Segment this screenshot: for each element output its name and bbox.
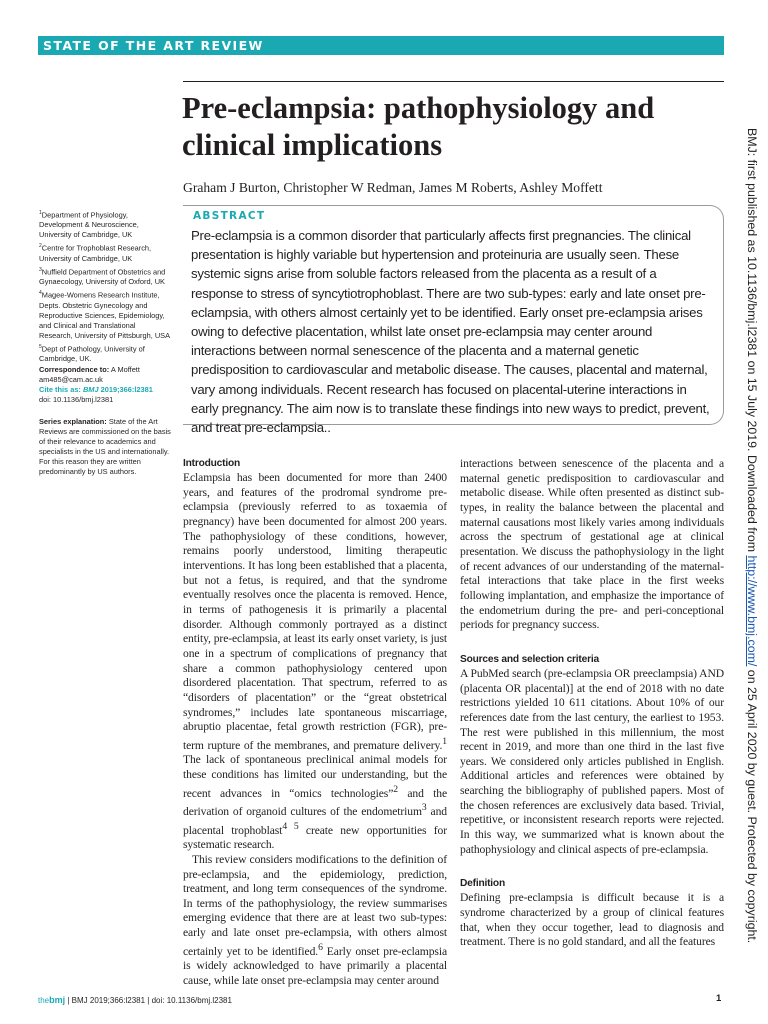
download-notice: BMJ: first published as 10.1136/bmj.l2381 on 15 July 2019. Downloaded from http://www.bmj.com/ on 25 April 2020 by guest. Protected by copyright. <box>745 128 759 944</box>
introduction-paragraph-2: This review considers modifications to the definition of pre-eclampsia, and the epidemiology, prediction, treatment, and long term consequences of the syndrome. In terms of the pathophysiology, the review summarises emerging evidence that there are at least two sub-types: early and late onset pre-eclampsia, with others almost certainly yet to be identified.$^6$ Early onset pre-eclampsia is widely acknowledged to have primarily a placental cause, while late onset pre-eclampsia may center around <box>183 852 447 987</box>
abstract-heading: ABSTRACT <box>193 210 266 222</box>
affiliation-2: $^2$Centre for Trophoblast Research, University of Cambridge, UK <box>39 243 152 263</box>
correspondence-email[interactable]: am485@cam.ac.uk <box>39 375 103 385</box>
introduction-paragraph-1: Eclampsia has been documented for more than 2400 years, and features of the prodromal syndrome pre-eclampsia (previously referred to as toxaemia of pregnancy) have been documented for almost 200 years. The pathophysiology of these conditions, however, remains poorly understood, limiting therapeutic interventions. It has long been established that a placenta, but not a fetus, is required, and that the syndrome eventually resolves once the placenta is removed. Hence, in terms of pathogenesis it is primarily a placental disorder. Although commonly portrayed as a distinct entity, pre-eclampsia, at least its early onset variety, is just one in a spectrum of complications of pregnancy that share a common pathophysiology centered upon disordered placentation. That spectrum, referred to as “disorders of placentation” or the “great obstetrical syndromes,” includes late spontaneous miscarriage, abruptio placentae, fetal growth restriction (FGR), pre-term rupture of the membranes, and premature delivery.$^1$ The lack of spontaneous preclinical animal models for these conditions has limited our understanding, but the recent advances in “omics technologies”$^2$ and the derivation of organoid cultures of the endometrium$^3$ and placental trophoblast$^{4 5}$ create new opportunities for systematic research. <box>183 471 447 852</box>
definition-paragraph: Defining pre-eclampsia is difficult because it is a syndrome characterized by a group of clinical features that, when they occur together, lead to diagnosis and treatment. There is no gold standard, and all the features <box>460 891 724 949</box>
footer-logo-the: the <box>38 996 50 1005</box>
cite-as: Cite this as: BMJ 2019;366:l2381 <box>39 385 153 395</box>
author-list: Graham J Burton, Christopher W Redman, James M Roberts, Ashley Moffett <box>183 180 603 195</box>
affiliation-1: $^1$Department of Physiology, Development & Neuroscience, University of Cambridge, UK <box>39 210 139 240</box>
article-sidebar <box>39 208 171 477</box>
article-title: Pre-eclampsia: pathophysiology and clinical implications <box>182 91 655 162</box>
page-footer <box>38 995 724 1005</box>
page-number: 1 <box>716 993 722 1004</box>
introduction-heading: Introduction <box>183 458 241 469</box>
series-explanation: Series explanation: State of the Art Reviews are commissioned on the basis of their relevance to academics and specialists in the US and internationally. For this reason they are written predominantly by US authors. <box>39 417 171 477</box>
abstract-text: Pre-eclampsia is a common disorder that particularly affects first pregnancies. The clinical presentation is highly variable but hypertension and proteinuria are usually seen. These systemic signs arise from soluble factors released from the placenta as a result of a response to stress of syncytiotrophoblast. There are two sub-types: early and late onset pre-eclampsia, with others almost certainly yet to be identified. Early onset pre-eclampsia arises owing to defective placentation, whilst late onset pre-eclampsia may center around interactions between normal senescence of the placenta and a maternal genetic predisposition to cardiovascular and metabolic disease. The causes, placental and maternal, vary among individuals. Recent research has focused on placental-uterine interactions in early pregnancy. The aim now is to translate these findings into new ways to predict, prevent, and treat pre-eclampsia.. <box>191 228 710 436</box>
body-column-right <box>460 457 724 950</box>
sources-heading: Sources and selection criteria <box>460 653 599 665</box>
correspondence-name: A Moffett <box>110 365 140 375</box>
definition-heading: Definition <box>460 878 505 890</box>
body-column-left <box>183 457 447 989</box>
footer-citation: | BMJ 2019;366:l2381 | doi: 10.1136/bmj.l2381 <box>65 996 232 1005</box>
doi-text: doi: 10.1136/bmj.l2381 <box>39 395 114 405</box>
section-banner: STATE OF THE ART REVIEW <box>38 36 724 55</box>
affiliation-5: $^5$Dept of Pathology, University of Cambridge, UK. <box>39 343 145 364</box>
introduction-paragraph-continued: interactions between senescence of the placenta and a maternal genetic predisposition to cardiovascular and metabolic disease. While often presented as distinct sub-types, in reality the balance between the placental and maternal causations most likely varies among individuals across the spectrum of gestational age at clinical presentation. We discuss the pathophysiology in the light of recent advances of our understanding of the maternal-fetal interactions that take place in the first weeks following implantation, and emphasize the importance of the endometrium during the pre- and peri-conceptional periods for pregnancy success. <box>460 457 724 632</box>
affiliation-3: $^3$Nuffield Department of Obstetrics and Gynaecology, University of Oxford, UK <box>39 266 166 287</box>
correspondence <box>39 365 171 375</box>
sources-paragraph: A PubMed search (pre-eclampsia OR preeclampsia) AND (placenta OR placental)] at the end of 2018 with no date restrictions yielded 10 611 citations. About 10% of our references date from the last century, the earliest to 1953. The rest were published in this millennium, the most recent in 2019, and more than one third in the last five years. We considered only articles published in English. Additional articles and references were obtained by searching the bibliography of published papers. Most of the chosen references are exclusively data based. Trivial, repetitive, or inconsistent research reports were rejected. In this way, we summarized what is known about the pathophysiology and clinical aspects of pre-eclampsia. <box>460 666 724 856</box>
correspondence-label: Correspondence to: <box>39 365 110 375</box>
title-rule <box>183 81 724 82</box>
affiliation-4: $^4$Magee-Womens Research Institute, Depts. Obstetric Gynecology and Reproductive Sciences, Epidemiology, and Clinical and Translational Research, University of Pittsburgh, USA <box>39 290 171 340</box>
footer-logo-bmj: bmj <box>49 995 66 1005</box>
bmj-link[interactable]: http://www.bmj.com/ <box>745 555 759 667</box>
